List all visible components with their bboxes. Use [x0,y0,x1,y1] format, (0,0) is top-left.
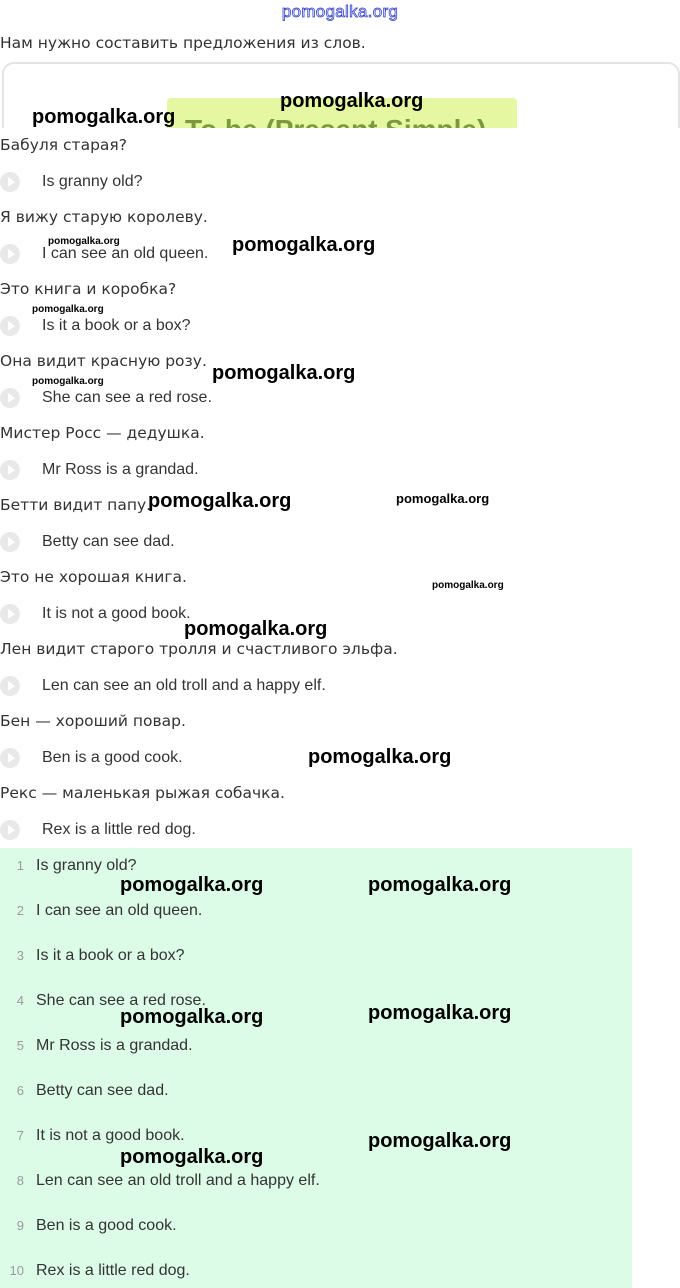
sentence-en: Is granny old? [42,173,143,190]
sentence-ru: Она видит красную розу. [0,352,207,370]
sentence-en: Len can see an old troll and a happy elf. [42,677,326,694]
sentence-ru: Бен — хороший повар. [0,712,186,730]
sentence-ru: Рекс — маленькая рыжая собачка. [0,784,285,802]
answer-text: She can see a red rose. [36,992,206,1009]
answer-text: Len can see an old troll and a happy elf. [36,1172,320,1189]
watermark: pomogalka.org [120,874,264,896]
answer-text: Betty can see dad. [36,1082,169,1099]
watermark: pomogalka.org [308,746,452,768]
answer-number: 5 [16,1038,24,1053]
watermark: pomogalka.org [148,490,292,512]
watermark: pomogalka.org [232,234,376,256]
watermark: pomogalka.org [184,618,328,640]
watermark: pomogalka.org [32,304,104,315]
answer-list [0,848,632,1288]
play-audio-icon[interactable] [0,388,20,408]
sentence-en: Ben is a good cook. [42,749,183,766]
answer-number: 10 [9,1263,24,1278]
answer-number: 2 [16,903,24,918]
answer-item [0,1079,632,1103]
answer-number: 3 [16,948,24,963]
answer-number: 1 [16,858,24,873]
sentence-en: It is not a good book. [42,605,191,622]
play-audio-icon[interactable] [0,748,20,768]
answer-item [0,854,632,878]
answer-item [0,899,632,923]
play-audio-icon[interactable] [0,676,20,696]
answer-item [0,1034,632,1058]
watermark: pomogalka.org [368,874,512,896]
sentence-ru: Я вижу старую королеву. [0,208,208,226]
answer-item [0,1214,632,1238]
sentence-en: She can see a red rose. [42,389,212,406]
answer-item [0,1124,632,1148]
watermark: pomogalka.org [212,362,356,384]
answer-text: Mr Ross is a grandad. [36,1037,193,1054]
answer-item [0,1169,632,1193]
answer-number: 9 [16,1218,24,1233]
play-audio-icon[interactable] [0,604,20,624]
watermark: pomogalka.org [48,236,120,247]
play-audio-icon[interactable] [0,316,20,336]
sentence-ru: Бетти видит папу. [0,496,152,514]
watermark: pomogalka.org [120,1006,264,1028]
answer-text: I can see an old queen. [36,902,203,919]
watermark: pomogalka.org [432,580,504,591]
watermark: pomogalka.org [120,1146,264,1168]
answer-number: 8 [16,1173,24,1188]
sentence-en: Rex is a little red dog. [42,821,196,838]
sentence-en: Mr Ross is a grandad. [42,461,199,478]
watermark: pomogalka.org [32,376,104,387]
sentence-ru: Бабуля старая? [0,136,127,154]
sentence-en: I can see an old queen. [42,245,209,262]
play-audio-icon[interactable] [0,172,20,192]
answer-text: Is it a book or a box? [36,947,185,964]
sentence-ru: Это книга и коробка? [0,280,177,298]
task-intro: Нам нужно составить предложения из слов. [0,34,366,52]
watermark: pomogalka.org [368,1002,512,1024]
sentence-ru: Лен видит старого тролля и счастливого эльфа. [0,640,398,658]
answer-text: Is granny old? [36,857,137,874]
play-audio-icon[interactable] [0,460,20,480]
watermark: pomogalka.org [396,491,490,506]
site-logo-header[interactable]: pomogalka.org [281,2,399,21]
answer-text: Ben is a good cook. [36,1217,177,1234]
answer-number: 6 [16,1083,24,1098]
sentence-en: Is it a book or a box? [42,317,191,334]
answer-number: 7 [16,1128,24,1143]
watermark: pomogalka.org [368,1130,512,1152]
answer-text: It is not a good book. [36,1127,185,1144]
sentence-ru: Мистер Росс — дедушка. [0,424,205,442]
answer-number: 4 [16,993,24,1008]
answer-item [0,944,632,968]
play-audio-icon[interactable] [0,532,20,552]
answer-text: Rex is a little red dog. [36,1262,190,1279]
answer-item [0,989,632,1013]
answer-item [0,1259,632,1283]
play-audio-icon[interactable] [0,820,20,840]
sentence-en: Betty can see dad. [42,533,175,550]
sentence-ru: Это не хорошая книга. [0,568,187,586]
play-audio-icon[interactable] [0,244,20,264]
watermark: pomogalka.org [280,90,424,112]
watermark: pomogalka.org [32,106,176,128]
